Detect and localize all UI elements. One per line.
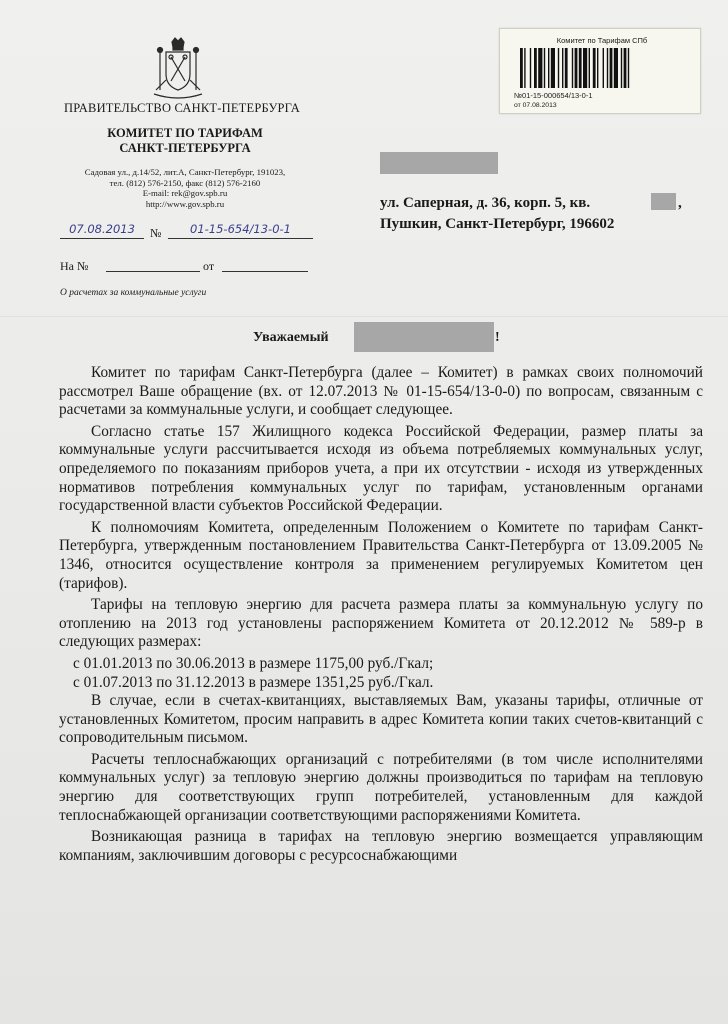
sticker-date: от 07.08.2013 — [514, 102, 557, 109]
barcode-icon — [520, 48, 685, 88]
committee-phone: тел. (812) 576-2150, факс (812) 576-2160 — [109, 177, 261, 188]
registration-date: 07.08.2013 — [60, 222, 144, 239]
letter-subject: О расчетах за коммунальные услуги — [60, 288, 207, 298]
government-name: ПРАВИТЕЛЬСТВО САНКТ-ПЕТЕРБУРГА — [64, 101, 300, 115]
registration-line — [58, 220, 313, 244]
paragraph-1: Комитет по тарифам Санкт-Петербурга (далее – Комитет) в рамках своих полномочий рассмотрел Ваше обращение (вх. от 12.07.2013 № 01-15-654/13-0-0) по вопросам, связанным с расчетами за коммунальные услуги, и сообщает следующее. — [59, 364, 703, 419]
registration-sticker — [499, 28, 701, 114]
paragraph-7: Возникающая разница в тарифах на тепловую энергию возмещается управляющим компаниям, заключившим договоры с ресурсоснабжающими — [59, 828, 703, 864]
tariff-item-2: с 01.07.2013 по 31.12.2013 в размере 1351,25 руб./Гкал. — [73, 673, 434, 691]
paragraph-5: В случае, если в счетах-квитанциях, выставляемых Вам, указаны тарифы, отличные от установленных Комитетом, просим направить в адрес Комитета копии таких счетов-квитанций с сопроводительным письмом. — [59, 692, 703, 747]
paragraph-3: К полномочиям Комитета, определенным Положением о Комитете по тарифам Санкт-Петербурга, утвержденным постановлением Правительства Санкт-Петербурга от 13.09.2005 № 1346, относится осуществление контроля за применением регулируемых Комитетом цен (тарифов). — [59, 518, 703, 592]
committee-email: E-mail: rek@gov.spb.ru — [142, 188, 228, 198]
committee-name-line2: САНКТ-ПЕТЕРБУРГА — [119, 141, 251, 155]
tariff-item-1: с 01.01.2013 по 30.06.2013 в размере 1175,00 руб./Гкал; — [73, 654, 434, 672]
reference-number-label: На № — [60, 259, 89, 273]
reference-line — [60, 259, 310, 277]
committee-name-line1: КОМИТЕТ ПО ТАРИФАМ — [107, 126, 263, 140]
paper-fold — [0, 316, 728, 317]
registration-number-label: № — [150, 226, 162, 240]
registration-number: 01-15-654/13-0-1 — [168, 222, 313, 239]
greeting-label: Уважаемый — [253, 330, 329, 345]
sticker-title: Комитет по Тарифам СПб — [556, 36, 648, 45]
redacted-recipient-greeting-name — [354, 322, 494, 352]
reference-number-blank — [106, 271, 200, 272]
redacted-apartment-number — [651, 193, 676, 210]
reference-from-label: от — [203, 259, 215, 273]
paragraph-2: Согласно статье 157 Жилищного кодекса Российской Федерации, размер платы за коммунальные услуги рассчитывается исходя из объема потребляемых коммунальных услуг, определяемого по показаниям приборов учета, а при их отсутствии - исходя из утвержденных нормативов потребления коммунальных услуг по тарифам, установленным органами государственной власти субъектов Российской Федерации. — [59, 422, 703, 515]
redacted-recipient-name — [380, 152, 498, 174]
committee-address: Садовая ул., д.14/52, лит.А, Санкт-Петербург, 191023, — [84, 167, 286, 177]
greeting-punctuation: ! — [495, 330, 500, 345]
reference-date-blank — [222, 271, 308, 272]
committee-contacts — [60, 167, 310, 209]
spb-coat-of-arms-icon — [150, 36, 206, 100]
recipient-address-line2: Пушкин, Санкт-Петербург, 196602 — [380, 216, 615, 232]
recipient-address-line1-tail: , — [678, 195, 682, 211]
paragraph-6: Расчеты теплоснабжающих организаций с потребителями (в том числе исполнителями коммунальных услуг) за тепловую энергию должны производиться по тарифам на тепловую энергию для соответствующих групп потребителей, установленным для каждой теплоснабжающей организации соответствующими распоряжениями Комитета. — [59, 750, 703, 824]
sticker-number: №01-15-000654/13-0-1 — [514, 91, 593, 100]
paragraph-4: Тарифы на тепловую энергию для расчета размера платы за коммунальную услугу по отоплению на 2013 год установлены распоряжением Комитета от 20.12.2012 № 589-р в следующих размерах: — [59, 596, 703, 651]
letter-body — [59, 364, 703, 868]
committee-name — [70, 126, 300, 156]
recipient-address-line1: ул. Саперная, д. 36, корп. 5, кв. — [380, 195, 591, 211]
committee-website: http://www.gov.spb.ru — [145, 198, 225, 209]
